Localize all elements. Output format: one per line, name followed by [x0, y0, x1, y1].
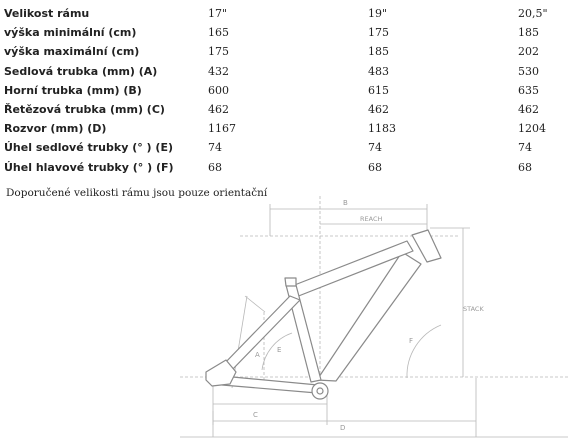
value-19: 462	[368, 103, 389, 117]
value-20-5: 530	[518, 64, 539, 78]
value-19: 615	[368, 83, 389, 97]
value-17: 600	[208, 83, 229, 97]
value-17: 432	[208, 64, 229, 78]
value-17: 1167	[208, 122, 236, 136]
value-19: 19"	[368, 7, 388, 21]
value-20-5: 635	[518, 83, 539, 97]
label-a: A	[255, 351, 260, 359]
label-d: D	[340, 424, 346, 432]
value-17: 17"	[208, 7, 228, 21]
value-19: 483	[368, 64, 389, 78]
value-20-5: 20,5"	[518, 7, 548, 21]
row-label: výška minimální (cm)	[4, 26, 137, 40]
bottom-bracket-axle	[317, 388, 323, 394]
dim-a-start	[245, 296, 265, 312]
row-label: výška maximální (cm)	[4, 45, 140, 59]
label-f: F	[409, 337, 414, 345]
value-20-5: 202	[518, 45, 539, 59]
head-tube	[412, 230, 441, 262]
label-reach: REACH	[360, 215, 383, 223]
label-c: C	[253, 411, 258, 419]
row-label: Úhel hlavové trubky (° ) (F)	[4, 160, 174, 174]
value-17: 74	[208, 141, 222, 155]
row-label: Sedlová trubka (mm) (A)	[4, 64, 158, 78]
chain-stay	[222, 376, 318, 393]
value-20-5: 462	[518, 103, 539, 117]
angle-f-arc	[407, 325, 441, 378]
value-17: 462	[208, 103, 229, 117]
row-label: Velikost rámu	[4, 7, 90, 21]
row-label: Rozvor (mm) (D)	[4, 122, 107, 136]
row-label: Úhel sedlové trubky (° ) (E)	[4, 141, 173, 155]
bike-frame	[206, 230, 441, 399]
value-19: 68	[368, 160, 382, 174]
value-20-5: 68	[518, 160, 532, 174]
label-e: E	[277, 346, 282, 354]
label-b: B	[343, 199, 348, 207]
seat-post-collar	[285, 278, 296, 286]
label-stack: STACK	[463, 305, 484, 313]
value-19: 175	[368, 26, 389, 40]
value-19: 1183	[368, 122, 396, 136]
value-19: 74	[368, 141, 382, 155]
size-disclaimer-note: Doporučené velikosti rámu jsou pouze orientační	[6, 187, 268, 199]
value-20-5: 74	[518, 141, 532, 155]
value-17: 68	[208, 160, 222, 174]
value-19: 185	[368, 45, 389, 59]
value-17: 175	[208, 45, 229, 59]
row-label: Řetězová trubka (mm) (C)	[4, 103, 165, 117]
value-20-5: 1204	[518, 122, 546, 136]
value-17: 165	[208, 26, 229, 40]
row-label: Horní trubka (mm) (B)	[4, 83, 142, 97]
value-20-5: 185	[518, 26, 539, 40]
seat-stay	[222, 296, 300, 372]
